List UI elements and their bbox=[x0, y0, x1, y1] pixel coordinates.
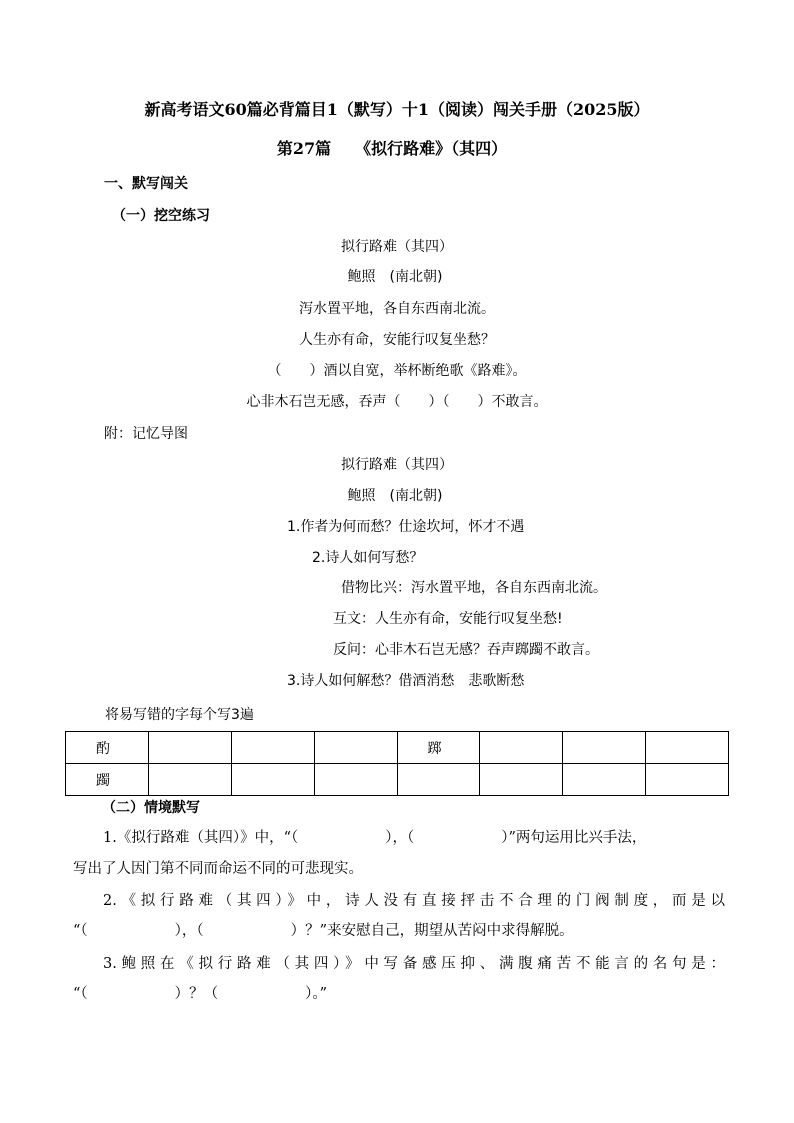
practice-table bbox=[65, 731, 729, 796]
table-cell-blank[interactable] bbox=[148, 732, 231, 764]
poem-author: 鲍照 (南北朝) bbox=[347, 269, 443, 285]
question-1-line-1: 1.《拟行路难（其四）》中，“（ ），（ ）”两句运用比兴手法， bbox=[103, 830, 647, 846]
mindmap-question-2: 2.诗人如何写愁？ bbox=[312, 550, 424, 566]
subsection-heading-fill-blank: （一）挖空练习 bbox=[112, 208, 210, 224]
table-cell-blank[interactable] bbox=[563, 764, 646, 796]
table-row bbox=[66, 732, 729, 764]
table-cell-blank[interactable] bbox=[480, 732, 563, 764]
table-cell-blank[interactable] bbox=[314, 732, 397, 764]
table-cell-blank[interactable] bbox=[563, 732, 646, 764]
mindmap-item: 互文：人生亦有命，安能行叹复坐愁! bbox=[333, 611, 563, 627]
mindmap-item: 反问：心非木石岂无感？吞声踯躅不敢言。 bbox=[333, 642, 599, 658]
table-cell-blank[interactable] bbox=[646, 764, 729, 796]
table-cell-char: 躅 bbox=[66, 764, 149, 796]
poem-title: 拟行路难（其四） bbox=[341, 239, 453, 255]
table-cell-blank[interactable] bbox=[480, 764, 563, 796]
mindmap-author: 鲍照 (南北朝) bbox=[347, 488, 443, 504]
appendix-label: 附：记忆导图 bbox=[104, 426, 188, 442]
document-title: 新高考语文60篇必背篇目1（默写）十1（阅读）闯关手册（2025版） bbox=[144, 100, 650, 119]
subsection-heading-situational: （二）情境默写 bbox=[102, 800, 200, 816]
table-cell-blank[interactable] bbox=[231, 764, 314, 796]
section-heading: 一、默写闯关 bbox=[104, 176, 188, 192]
table-row bbox=[66, 764, 729, 796]
poem-line-blank: （ ）酒以自宽，举杯断绝歌《路难》。 bbox=[267, 363, 527, 379]
mindmap-question-3: 3.诗人如何解愁？借酒消愁 悲歌断愁 bbox=[287, 673, 525, 689]
question-2-line-1: 2.《拟行路难（其四）》中，诗人没有直接抨击不合理的门阀制度，而是以 bbox=[103, 893, 725, 909]
poem-line: 泻水置平地，各自东西南北流。 bbox=[299, 301, 495, 317]
document-subtitle: 第27篇 《拟行路难》（其四） bbox=[276, 139, 508, 158]
question-2-line-2: “（ ），（ ）？”来安慰自己，期望从苦闷中求得解脱。 bbox=[73, 923, 574, 939]
question-3-line-2: “（ ）？（ ）。” bbox=[73, 986, 328, 1002]
table-cell-blank[interactable] bbox=[314, 764, 397, 796]
question-1-line-2: 写出了人因门第不同而命运不同的可悲现实。 bbox=[73, 861, 363, 877]
table-cell-char: 酌 bbox=[66, 732, 149, 764]
poem-line-blank: 心非木石岂无感，吞声（ ）（ ）不敢言。 bbox=[246, 394, 548, 410]
poem-line: 人生亦有命，安能行叹复坐愁？ bbox=[299, 332, 495, 348]
mindmap-item: 借物比兴：泻水置平地，各自东西南北流。 bbox=[341, 580, 607, 596]
table-cell-char: 踯 bbox=[397, 732, 480, 764]
mindmap-title: 拟行路难（其四） bbox=[341, 457, 453, 473]
table-cell-blank[interactable] bbox=[148, 764, 231, 796]
table-cell-blank[interactable] bbox=[397, 764, 480, 796]
table-cell-blank[interactable] bbox=[231, 732, 314, 764]
mindmap-question-1: 1.作者为何而愁？仕途坎坷，怀才不遇 bbox=[287, 519, 525, 535]
practice-label: 将易写错的字每个写3遍 bbox=[105, 707, 254, 723]
table-cell-blank[interactable] bbox=[646, 732, 729, 764]
question-3-line-1: 3.鲍照在《拟行路难（其四）》中写备感压抑、满腹痛苦不能言的名句是： bbox=[103, 956, 725, 972]
